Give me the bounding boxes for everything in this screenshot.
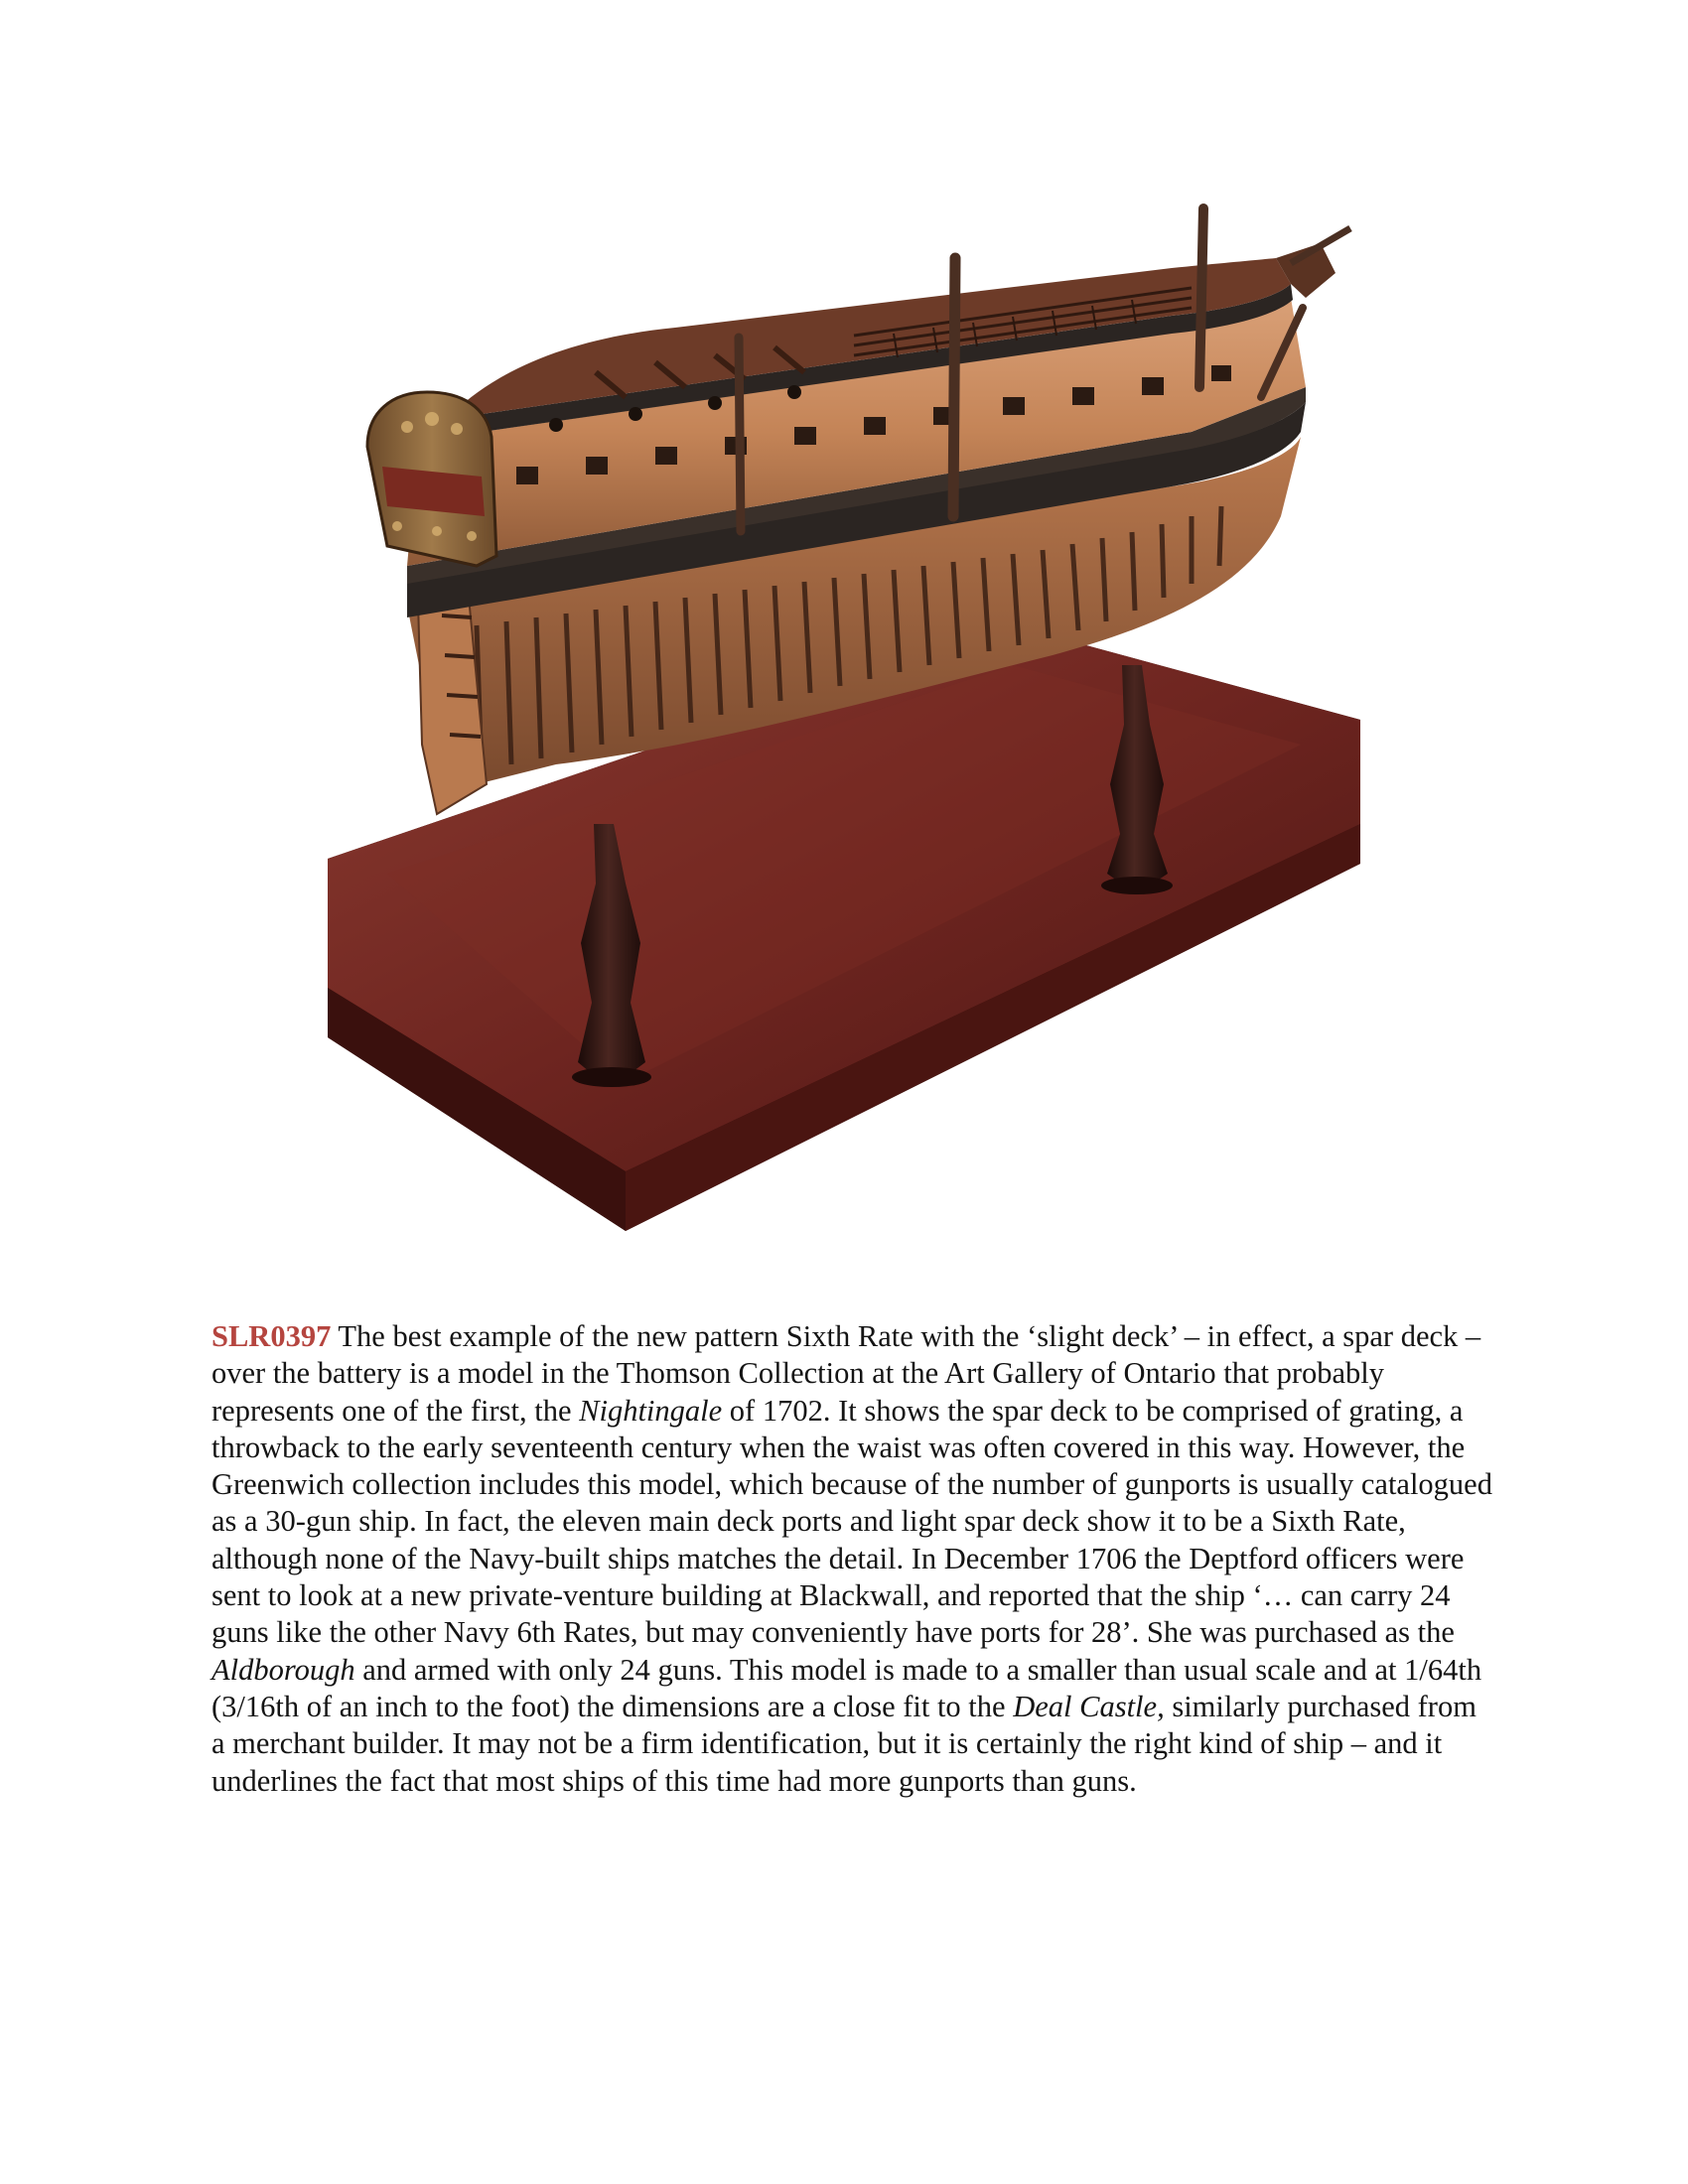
caption-text-3: and armed with only 24 guns. This model is made to a smaller than usual scale and at 1/64th (3/16th of an inch to the foot) the dimensions are a close fit to the [211, 1652, 1482, 1723]
ship-model-photo [298, 189, 1390, 1261]
ship-name-deal-castle: Deal Castle, [1013, 1689, 1165, 1723]
catalogue-reference: SLR0397 [211, 1319, 332, 1353]
ship-name-nightingale: Nightingale [579, 1393, 723, 1428]
ship-model-illustration [298, 189, 1390, 1261]
caption-paragraph [211, 1318, 1492, 1800]
caption-text-1: The best example of the new pattern Sixth Rate with the ‘slight deck’ – in effect, a spar deck – over the battery is a model in the Thomson Collection at the Art Gallery of Ontario that probably represents one of the first, the [211, 1319, 1481, 1428]
caption-text-4: similarly purchased from a merchant builder. It may not be a firm identification, but it is certainly the right kind of ship – and it underlines the fact that most ships of this time had more gunports than guns. [211, 1689, 1477, 1798]
ship-name-aldborough: Aldborough [211, 1652, 355, 1687]
caption-text-2: of 1702. It shows the spar deck to be comprised of grating, a throwback to the early seventeenth century when the waist was often covered in this way. However, the Greenwich collection includes this model, which because of the number of gunports is usually catalogued as a 30-gun ship. In fact, the eleven main deck ports and light spar deck show it to be a Sixth Rate, although none of the Navy-built ships matches the detail. In December 1706 the Deptford officers were sent to look at a new private-venture building at Blackwall, and reported that the ship ‘… can carry 24 guns like the other Navy 6th Rates, but may conveniently have ports for 28’. She was purchased as the [211, 1393, 1492, 1650]
